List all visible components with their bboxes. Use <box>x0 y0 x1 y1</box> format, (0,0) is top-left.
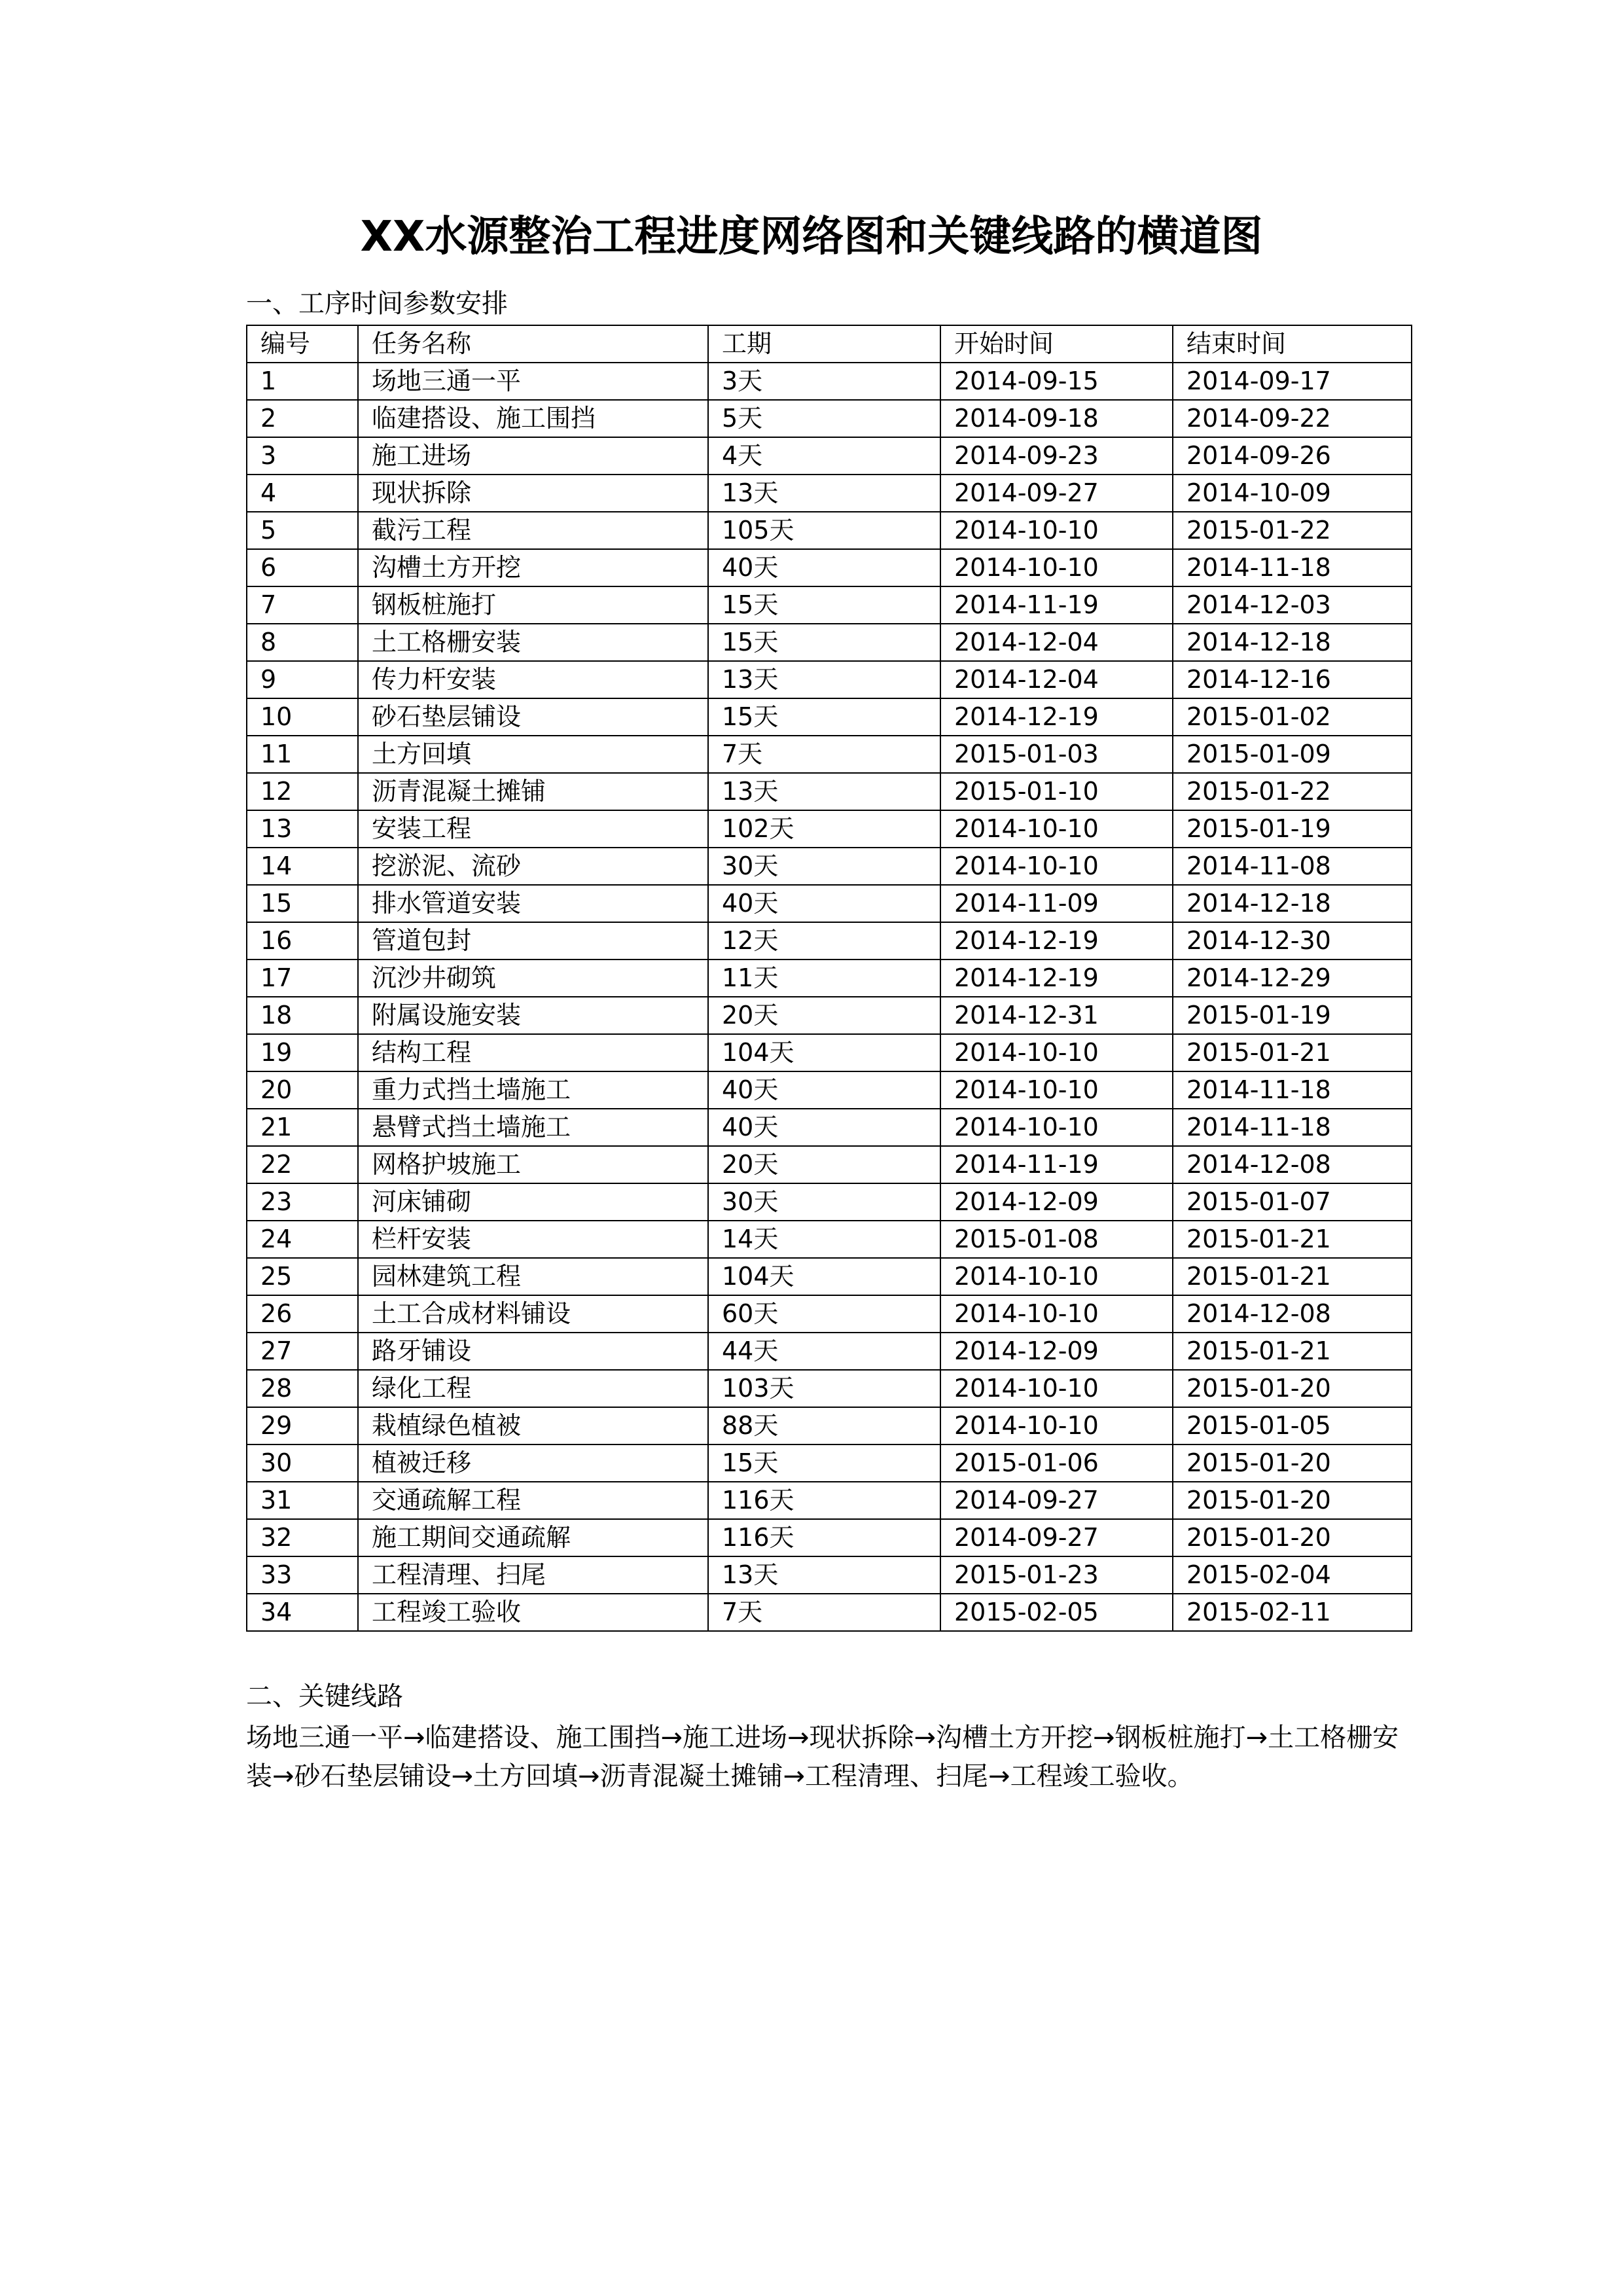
cell-start-date: 2014-09-27 <box>940 475 1173 512</box>
table-header-row <box>247 325 1412 363</box>
cell-duration: 13天 <box>708 1556 940 1594</box>
schedule-table <box>246 325 1412 1632</box>
cell-end-date: 2015-01-20 <box>1173 1519 1412 1556</box>
cell-start-date: 2014-10-10 <box>940 1034 1173 1071</box>
cell-task-name: 交通疏解工程 <box>358 1482 708 1519</box>
cell-number: 25 <box>247 1258 358 1295</box>
cell-number: 26 <box>247 1295 358 1333</box>
cell-duration: 15天 <box>708 1444 940 1482</box>
cell-start-date: 2014-12-19 <box>940 922 1173 960</box>
table-row <box>247 1519 1412 1556</box>
cell-number: 2 <box>247 400 358 437</box>
cell-start-date: 2014-09-23 <box>940 437 1173 475</box>
table-row <box>247 1444 1412 1482</box>
cell-number: 10 <box>247 698 358 736</box>
cell-task-name: 栽植绿色植被 <box>358 1407 708 1444</box>
cell-number: 18 <box>247 997 358 1034</box>
cell-task-name: 施工进场 <box>358 437 708 475</box>
cell-number: 14 <box>247 848 358 885</box>
column-header-end-date: 结束时间 <box>1173 325 1412 363</box>
cell-end-date: 2014-09-17 <box>1173 363 1412 400</box>
cell-end-date: 2014-12-30 <box>1173 922 1412 960</box>
cell-end-date: 2014-11-18 <box>1173 1109 1412 1146</box>
cell-task-name: 沟槽土方开挖 <box>358 549 708 586</box>
page-title: XX水源整治工程进度网络图和关键线路的横道图 <box>360 213 1263 261</box>
table-row <box>247 624 1412 661</box>
cell-start-date: 2014-12-19 <box>940 698 1173 736</box>
cell-number: 9 <box>247 661 358 698</box>
cell-duration: 60天 <box>708 1295 940 1333</box>
column-header-duration: 工期 <box>708 325 940 363</box>
cell-number: 28 <box>247 1370 358 1407</box>
table-row <box>247 437 1412 475</box>
cell-task-name: 路牙铺设 <box>358 1333 708 1370</box>
cell-task-name: 重力式挡土墙施工 <box>358 1071 708 1109</box>
cell-duration: 30天 <box>708 1183 940 1221</box>
table-row <box>247 1295 1412 1333</box>
cell-number: 3 <box>247 437 358 475</box>
cell-duration: 40天 <box>708 549 940 586</box>
cell-number: 19 <box>247 1034 358 1071</box>
table-row <box>247 475 1412 512</box>
cell-end-date: 2015-02-04 <box>1173 1556 1412 1594</box>
column-header-start-date: 开始时间 <box>940 325 1173 363</box>
cell-task-name: 沉沙井砌筑 <box>358 960 708 997</box>
table-row <box>247 1407 1412 1444</box>
cell-start-date: 2014-12-19 <box>940 960 1173 997</box>
cell-duration: 104天 <box>708 1034 940 1071</box>
cell-duration: 7天 <box>708 736 940 773</box>
table-row <box>247 1594 1412 1631</box>
cell-start-date: 2015-01-23 <box>940 1556 1173 1594</box>
table-row <box>247 997 1412 1034</box>
table-row <box>247 1221 1412 1258</box>
cell-duration: 103天 <box>708 1370 940 1407</box>
critical-path-text: 场地三通一平→临建搭设、施工围挡→施工进场→现状拆除→沟槽土方开挖→钢板桩施打→土工格栅安装→砂石垫层铺设→土方回填→沥青混凝土摊铺→工程清理、扫尾→工程竣工验收。 <box>246 1723 1399 1791</box>
cell-task-name: 砂石垫层铺设 <box>358 698 708 736</box>
cell-task-name: 场地三通一平 <box>358 363 708 400</box>
cell-start-date: 2014-11-19 <box>940 1146 1173 1183</box>
cell-end-date: 2015-01-02 <box>1173 698 1412 736</box>
cell-task-name: 土工合成材料铺设 <box>358 1295 708 1333</box>
cell-end-date: 2014-12-08 <box>1173 1146 1412 1183</box>
cell-task-name: 截污工程 <box>358 512 708 549</box>
cell-duration: 5天 <box>708 400 940 437</box>
cell-number: 12 <box>247 773 358 810</box>
cell-duration: 102天 <box>708 810 940 848</box>
table-row <box>247 922 1412 960</box>
cell-duration: 116天 <box>708 1482 940 1519</box>
cell-end-date: 2015-01-07 <box>1173 1183 1412 1221</box>
cell-end-date: 2014-12-08 <box>1173 1295 1412 1333</box>
cell-start-date: 2014-12-04 <box>940 624 1173 661</box>
cell-start-date: 2014-10-10 <box>940 1071 1173 1109</box>
cell-duration: 116天 <box>708 1519 940 1556</box>
section-heading-schedule: 一、工序时间参数安排 <box>246 289 508 319</box>
cell-number: 6 <box>247 549 358 586</box>
cell-duration: 4天 <box>708 437 940 475</box>
table-row <box>247 586 1412 624</box>
table-row <box>247 1370 1412 1407</box>
cell-start-date: 2014-10-10 <box>940 848 1173 885</box>
cell-start-date: 2014-09-18 <box>940 400 1173 437</box>
cell-number: 21 <box>247 1109 358 1146</box>
cell-number: 13 <box>247 810 358 848</box>
cell-duration: 7天 <box>708 1594 940 1631</box>
cell-task-name: 结构工程 <box>358 1034 708 1071</box>
cell-start-date: 2014-12-09 <box>940 1333 1173 1370</box>
table-row <box>247 1482 1412 1519</box>
cell-duration: 11天 <box>708 960 940 997</box>
cell-task-name: 钢板桩施打 <box>358 586 708 624</box>
cell-start-date: 2014-12-31 <box>940 997 1173 1034</box>
cell-end-date: 2015-01-22 <box>1173 512 1412 549</box>
cell-number: 31 <box>247 1482 358 1519</box>
table-row <box>247 1071 1412 1109</box>
cell-task-name: 土工格栅安装 <box>358 624 708 661</box>
cell-end-date: 2015-01-22 <box>1173 773 1412 810</box>
cell-number: 32 <box>247 1519 358 1556</box>
section-heading-critical-path: 二、关键线路 <box>246 1681 403 1712</box>
table-row <box>247 1183 1412 1221</box>
cell-duration: 13天 <box>708 773 940 810</box>
cell-task-name: 植被迁移 <box>358 1444 708 1482</box>
table-row <box>247 1333 1412 1370</box>
cell-end-date: 2014-12-29 <box>1173 960 1412 997</box>
cell-duration: 14天 <box>708 1221 940 1258</box>
cell-start-date: 2014-10-10 <box>940 1370 1173 1407</box>
cell-end-date: 2015-01-09 <box>1173 736 1412 773</box>
table-row <box>247 661 1412 698</box>
table-row <box>247 1146 1412 1183</box>
cell-duration: 13天 <box>708 475 940 512</box>
cell-start-date: 2014-10-10 <box>940 1258 1173 1295</box>
cell-duration: 13天 <box>708 661 940 698</box>
cell-end-date: 2014-12-16 <box>1173 661 1412 698</box>
cell-task-name: 传力杆安装 <box>358 661 708 698</box>
cell-start-date: 2014-10-10 <box>940 1407 1173 1444</box>
cell-start-date: 2015-01-06 <box>940 1444 1173 1482</box>
cell-number: 27 <box>247 1333 358 1370</box>
cell-task-name: 工程竣工验收 <box>358 1594 708 1631</box>
cell-start-date: 2014-10-10 <box>940 1295 1173 1333</box>
cell-start-date: 2015-02-05 <box>940 1594 1173 1631</box>
cell-duration: 40天 <box>708 1071 940 1109</box>
cell-number: 7 <box>247 586 358 624</box>
cell-start-date: 2015-01-03 <box>940 736 1173 773</box>
cell-duration: 104天 <box>708 1258 940 1295</box>
cell-duration: 15天 <box>708 624 940 661</box>
cell-number: 16 <box>247 922 358 960</box>
cell-end-date: 2014-11-18 <box>1173 549 1412 586</box>
cell-end-date: 2014-09-22 <box>1173 400 1412 437</box>
cell-number: 29 <box>247 1407 358 1444</box>
cell-number: 20 <box>247 1071 358 1109</box>
cell-number: 34 <box>247 1594 358 1631</box>
table-row <box>247 1109 1412 1146</box>
cell-number: 23 <box>247 1183 358 1221</box>
cell-end-date: 2015-02-11 <box>1173 1594 1412 1631</box>
table-row <box>247 885 1412 922</box>
cell-end-date: 2015-01-20 <box>1173 1444 1412 1482</box>
cell-number: 22 <box>247 1146 358 1183</box>
cell-end-date: 2015-01-21 <box>1173 1258 1412 1295</box>
table-row <box>247 1556 1412 1594</box>
cell-task-name: 附属设施安装 <box>358 997 708 1034</box>
cell-task-name: 悬臂式挡土墙施工 <box>358 1109 708 1146</box>
table-row <box>247 512 1412 549</box>
cell-task-name: 园林建筑工程 <box>358 1258 708 1295</box>
cell-number: 8 <box>247 624 358 661</box>
cell-number: 15 <box>247 885 358 922</box>
cell-duration: 3天 <box>708 363 940 400</box>
cell-duration: 40天 <box>708 885 940 922</box>
cell-number: 33 <box>247 1556 358 1594</box>
cell-end-date: 2014-11-08 <box>1173 848 1412 885</box>
cell-end-date: 2015-01-19 <box>1173 997 1412 1034</box>
cell-start-date: 2014-10-10 <box>940 549 1173 586</box>
cell-start-date: 2014-11-19 <box>940 586 1173 624</box>
cell-start-date: 2014-12-09 <box>940 1183 1173 1221</box>
cell-start-date: 2014-10-10 <box>940 810 1173 848</box>
cell-end-date: 2015-01-21 <box>1173 1333 1412 1370</box>
cell-task-name: 安装工程 <box>358 810 708 848</box>
table-row <box>247 736 1412 773</box>
cell-start-date: 2014-09-15 <box>940 363 1173 400</box>
cell-task-name: 栏杆安装 <box>358 1221 708 1258</box>
cell-end-date: 2015-01-20 <box>1173 1370 1412 1407</box>
cell-duration: 20天 <box>708 997 940 1034</box>
cell-number: 24 <box>247 1221 358 1258</box>
cell-task-name: 沥青混凝土摊铺 <box>358 773 708 810</box>
cell-end-date: 2015-01-21 <box>1173 1034 1412 1071</box>
cell-duration: 20天 <box>708 1146 940 1183</box>
cell-number: 4 <box>247 475 358 512</box>
cell-end-date: 2014-12-18 <box>1173 885 1412 922</box>
table-row <box>247 773 1412 810</box>
table-body <box>247 363 1412 1631</box>
cell-task-name: 挖淤泥、流砂 <box>358 848 708 885</box>
cell-start-date: 2014-09-27 <box>940 1482 1173 1519</box>
table-row <box>247 400 1412 437</box>
cell-task-name: 施工期间交通疏解 <box>358 1519 708 1556</box>
cell-duration: 40天 <box>708 1109 940 1146</box>
cell-task-name: 工程清理、扫尾 <box>358 1556 708 1594</box>
cell-number: 11 <box>247 736 358 773</box>
cell-duration: 105天 <box>708 512 940 549</box>
cell-end-date: 2014-12-18 <box>1173 624 1412 661</box>
cell-duration: 44天 <box>708 1333 940 1370</box>
table-row <box>247 1258 1412 1295</box>
cell-end-date: 2015-01-20 <box>1173 1482 1412 1519</box>
cell-start-date: 2014-12-04 <box>940 661 1173 698</box>
column-header-number: 编号 <box>247 325 358 363</box>
cell-task-name: 土方回填 <box>358 736 708 773</box>
cell-start-date: 2014-11-09 <box>940 885 1173 922</box>
table-row <box>247 549 1412 586</box>
table-row <box>247 363 1412 400</box>
cell-number: 5 <box>247 512 358 549</box>
cell-task-name: 现状拆除 <box>358 475 708 512</box>
cell-end-date: 2014-11-18 <box>1173 1071 1412 1109</box>
cell-duration: 88天 <box>708 1407 940 1444</box>
cell-duration: 15天 <box>708 698 940 736</box>
cell-duration: 12天 <box>708 922 940 960</box>
cell-task-name: 绿化工程 <box>358 1370 708 1407</box>
table-row <box>247 1034 1412 1071</box>
cell-number: 17 <box>247 960 358 997</box>
cell-start-date: 2014-10-10 <box>940 512 1173 549</box>
column-header-task-name: 任务名称 <box>358 325 708 363</box>
cell-start-date: 2015-01-08 <box>940 1221 1173 1258</box>
cell-number: 30 <box>247 1444 358 1482</box>
cell-duration: 15天 <box>708 586 940 624</box>
cell-task-name: 河床铺砌 <box>358 1183 708 1221</box>
cell-end-date: 2014-12-03 <box>1173 586 1412 624</box>
cell-start-date: 2015-01-10 <box>940 773 1173 810</box>
cell-end-date: 2014-10-09 <box>1173 475 1412 512</box>
table-row <box>247 960 1412 997</box>
table-row <box>247 810 1412 848</box>
cell-task-name: 排水管道安装 <box>358 885 708 922</box>
cell-end-date: 2015-01-19 <box>1173 810 1412 848</box>
table-row <box>247 698 1412 736</box>
cell-duration: 30天 <box>708 848 940 885</box>
cell-end-date: 2015-01-05 <box>1173 1407 1412 1444</box>
cell-end-date: 2014-09-26 <box>1173 437 1412 475</box>
cell-task-name: 管道包封 <box>358 922 708 960</box>
table-row <box>247 848 1412 885</box>
cell-task-name: 临建搭设、施工围挡 <box>358 400 708 437</box>
cell-start-date: 2014-09-27 <box>940 1519 1173 1556</box>
cell-end-date: 2015-01-21 <box>1173 1221 1412 1258</box>
cell-number: 1 <box>247 363 358 400</box>
cell-start-date: 2014-10-10 <box>940 1109 1173 1146</box>
cell-task-name: 网格护坡施工 <box>358 1146 708 1183</box>
